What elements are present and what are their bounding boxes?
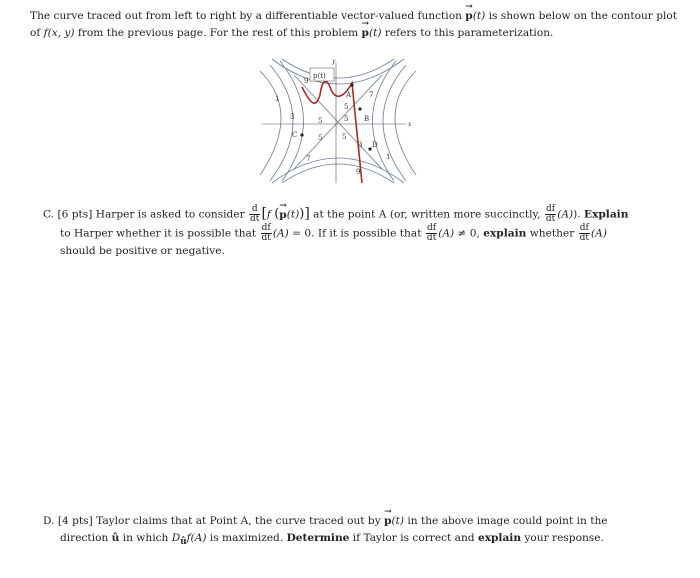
- contour-label: 5: [318, 134, 323, 142]
- contour-label: 5: [342, 133, 347, 141]
- t-arg: (t): [368, 27, 382, 39]
- derivative-fraction: $\frac{df}{dt}$: [545, 204, 556, 224]
- question-text: should be positive or negative.: [60, 245, 225, 257]
- contour-label: 3: [358, 141, 363, 149]
- point-a: [350, 83, 353, 86]
- question-c: [43, 205, 683, 260]
- points-value: [6 pts]: [57, 208, 93, 221]
- question-text: to Harper whether it is possible that: [60, 227, 260, 240]
- intro-paragraph: [30, 8, 685, 42]
- t-arg: (t): [391, 515, 405, 527]
- question-c-line-1: C. [6 pts] Harper is asked to consider $\frac{d}{dt}$ [f (→ p(t))] at the point A (or, written more succinctly, $\frac{df}{dt}$ (A)). Explain: [43, 205, 683, 224]
- question-text: whether: [526, 227, 578, 240]
- question-text: if Taylor is correct and: [349, 532, 478, 544]
- contour-line: [270, 65, 293, 181]
- contour-line: [395, 71, 416, 175]
- f-symbol: f: [266, 208, 271, 221]
- contour-line: [272, 158, 404, 183]
- contour-line: [272, 59, 404, 84]
- question-text: in the above image could point in the: [404, 515, 608, 527]
- y-axis-label: y: [332, 58, 336, 65]
- question-text: direction: [60, 532, 112, 544]
- contour-plot: [258, 57, 418, 185]
- intro-text-1: The curve traced out from left to right by a differentiable vector-valued function: [30, 10, 466, 22]
- directional-derivative: D: [171, 532, 181, 544]
- question-text: Harper is asked to consider: [92, 208, 249, 221]
- question-d-line-1: [43, 513, 683, 530]
- contour-lines: [260, 59, 416, 183]
- contour-label: 1: [275, 95, 280, 103]
- point-label-b: B: [364, 115, 370, 123]
- point-label-d: D: [372, 141, 378, 149]
- contour-label: 7: [306, 155, 311, 163]
- intro-text-3: from the previous page. For the rest of this problem: [74, 27, 362, 39]
- question-text: Taylor claims that at Point A, the curve traced out by: [92, 515, 385, 527]
- unit-vector-u: û: [111, 532, 120, 544]
- bold-explain: explain: [483, 227, 527, 240]
- contour-label: 1: [386, 153, 391, 161]
- derivative-fraction: $\frac{d}{dt}$: [250, 204, 260, 224]
- question-label: C.: [43, 208, 55, 221]
- question-text: ≠ 0,: [454, 227, 484, 240]
- bold-explain: explain: [477, 532, 522, 544]
- contour-label: 5: [344, 103, 349, 111]
- question-text: in which: [119, 532, 172, 544]
- point-c: [300, 133, 303, 136]
- contour-line: [260, 71, 281, 175]
- intro-text-2: is shown below on the contour plot of: [30, 10, 678, 39]
- derivative-fraction: $\frac{df}{dt}$: [426, 223, 437, 243]
- question-d: [43, 513, 683, 551]
- contour-label: 9: [356, 168, 361, 176]
- question-text: at the point A (or, written more succinctly,: [309, 208, 544, 221]
- question-label: D.: [43, 515, 55, 527]
- question-text: is maximized.: [206, 532, 287, 544]
- curve-p-of-t: [302, 81, 362, 183]
- derivative-fraction: $\frac{df}{dt}$: [261, 223, 271, 243]
- contour-label: 9: [304, 77, 309, 85]
- point-b: [358, 107, 361, 110]
- f-expression: f(x, y): [43, 27, 75, 39]
- contour-label: 3: [290, 113, 295, 121]
- vector-p: → p: [384, 513, 391, 530]
- curve-label: p(t): [313, 72, 326, 80]
- t-arg: (t): [472, 10, 486, 22]
- points-value: [4 pts]: [57, 515, 93, 527]
- question-c-line-3: [43, 243, 683, 260]
- contour-label: 5: [318, 117, 323, 125]
- contour-line: [383, 65, 406, 181]
- contour-label: 5: [344, 115, 349, 123]
- point-label-a: A: [346, 91, 352, 99]
- intro-text-4: refers to this parameterization.: [381, 27, 554, 39]
- question-text: ).: [573, 208, 584, 221]
- t-arg: (t): [286, 208, 300, 221]
- question-c-line-2: to Harper whether it is possible that $\frac{df}{dt}$ (A) = 0. If it is possible that $\frac{df}{dt}$ (A) ≠ 0, explain whether $\frac{df}{dt}$ (A): [60, 223, 607, 243]
- vector-p: → p: [362, 25, 369, 42]
- vector-p: → p: [465, 8, 472, 25]
- question-d-line-2: direction û in which $D_ûf(A)$ is maximized. Determine if Taylor is correct and explain your response.: [60, 532, 604, 548]
- derivative-fraction: $\frac{df}{dt}$: [579, 223, 590, 243]
- bold-determine: Determine: [286, 532, 350, 544]
- question-text: = 0. If it is possible that: [288, 227, 425, 240]
- x-axis-label: x: [408, 121, 412, 128]
- question-text: your response.: [521, 532, 604, 544]
- point-label-c: C: [292, 131, 298, 139]
- bold-explain: Explain: [584, 208, 629, 221]
- contour-label: 7: [369, 91, 374, 99]
- vector-p: → p: [279, 207, 286, 224]
